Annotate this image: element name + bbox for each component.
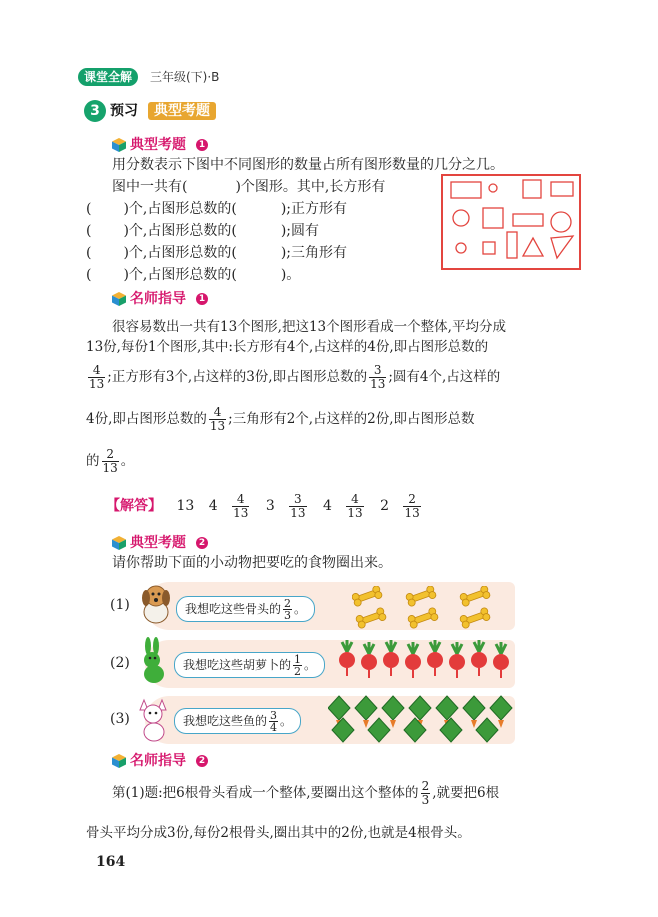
cube-icon — [112, 138, 126, 152]
answer-label: 【解答】 — [106, 498, 162, 514]
fraction: $\frac{1}{2}$ — [294, 653, 302, 678]
radish-icon — [405, 642, 421, 678]
bone-icon — [405, 586, 437, 607]
guide1-title: 名师指导 — [130, 291, 186, 307]
fish-icon — [490, 696, 512, 728]
guide1-line-5: 的 $\frac{2}{13}$ 。 — [86, 447, 135, 475]
fish-icon — [404, 718, 426, 742]
cube-icon — [112, 292, 126, 306]
fish-icon — [440, 718, 462, 742]
fraction: $\frac{3}{13}$ — [290, 491, 306, 520]
guide1-subtitle — [112, 290, 232, 308]
shapes-figure — [441, 174, 581, 270]
q2-prompt: 请你帮助下面的小动物把要吃的食物圈出来。 — [112, 555, 392, 571]
row-label: (2) — [110, 655, 130, 671]
fraction: $\frac{4}{13}$ — [209, 405, 226, 433]
answer-line: 【解答】 13 4 $\frac{4}{13}$ 3 $\frac{3}{13}$ 4 $\frac{4}{13}$ 2 $\frac{2}{13}$ — [106, 491, 420, 520]
cat-icon — [134, 694, 174, 744]
section-badge: 3 — [84, 100, 106, 122]
grade-label: 三年级(下)·B — [150, 70, 220, 84]
guide2-subtitle — [112, 752, 232, 770]
q1-title: 典型考题 — [130, 137, 186, 153]
radish-icon — [339, 640, 355, 676]
guide2-title: 名师指导 — [130, 753, 186, 769]
fraction: $\frac{2}{3}$ — [421, 779, 430, 807]
rabbit-icon — [134, 636, 174, 686]
q1-line-3: ( )个,占图形总数的( );圆有 — [86, 223, 320, 239]
guide1-number: 1 — [196, 293, 208, 305]
radish-icon — [361, 642, 377, 678]
cube-icon — [112, 536, 126, 550]
square-shape — [483, 242, 495, 254]
page-number: 164 — [96, 854, 126, 870]
fraction: $\frac{4}{13}$ — [89, 363, 105, 391]
radish-icon — [427, 640, 443, 676]
section-prefix: 预习 — [110, 103, 138, 119]
speech-bubble: 我想吃这些鱼的 $\frac{3}{4}$ 。 — [174, 708, 301, 734]
bone-icon — [355, 607, 387, 629]
rectangle-shape — [507, 232, 517, 258]
q1-line-4: ( )个,占图形总数的( );三角形有 — [86, 245, 348, 261]
circle-shape — [456, 243, 466, 253]
rectangle-shape — [513, 214, 543, 226]
guide2-line-2: 骨头平均分成3份,每份2根骨头,圈出其中的2份,也就是4根骨头。 — [86, 825, 471, 841]
q1-subtitle — [112, 136, 232, 154]
circle-shape — [489, 184, 497, 192]
cube-icon — [112, 754, 126, 768]
bone-icon — [407, 607, 439, 629]
q2-number: 2 — [196, 537, 208, 549]
triangle-shape — [551, 236, 573, 258]
q1-prompt: 用分数表示下图中不同图形的数量占所有图形数量的几分之几。 — [112, 157, 504, 173]
guide1-line-2: 13份,每份1个图形,其中:长方形有4个,占这样的4份,即占图形总数的 — [86, 339, 489, 355]
fraction: $\frac{3}{13}$ — [370, 363, 386, 391]
dog-icon — [136, 580, 176, 626]
fish-icon — [368, 718, 390, 742]
bones-group — [352, 586, 502, 630]
square-shape — [483, 208, 503, 228]
fraction: $\frac{4}{13}$ — [347, 491, 363, 520]
radish-icon — [383, 640, 399, 676]
guide2-number: 2 — [196, 755, 208, 767]
fraction: $\frac{2}{3}$ — [284, 597, 292, 622]
square-shape — [523, 180, 541, 198]
q1-line-5: ( )个,占图形总数的( )。 — [86, 267, 301, 283]
guide1-line-4: 4份,即占图形总数的 $\frac{4}{13}$ ;三角形有2个,占这样的2份,即占图形总数 — [86, 405, 475, 433]
circle-shape — [453, 210, 469, 226]
shapes-illustration — [443, 176, 579, 268]
q1-number: 1 — [196, 139, 208, 151]
rectangle-shape — [551, 182, 573, 196]
q1-line-1: 图中一共有( )个图形。其中,长方形有 — [112, 179, 386, 195]
circle-shape — [551, 212, 571, 232]
fraction: $\frac{4}{13}$ — [233, 491, 249, 520]
guide1-line-1: 很容易数出一共有13个图形,把这13个图形看成一个整体,平均分成 — [112, 319, 506, 335]
bone-icon — [459, 607, 491, 629]
q2-subtitle — [112, 534, 232, 552]
q2-title: 典型考题 — [130, 535, 186, 551]
q1-line-2: ( )个,占图形总数的( );正方形有 — [86, 201, 348, 217]
brand-tag: 课堂全解 — [78, 68, 138, 86]
fish-group — [328, 694, 514, 744]
guide1-line-3: $\frac{4}{13}$ ;正方形有3个,占这样的3份,即占图形总数的 $\frac{3}{13}$ ;圆有4个,占这样的 — [89, 363, 501, 391]
speech-bubble: 我想吃这些胡萝卜的 $\frac{1}{2}$ 。 — [174, 652, 325, 678]
speech-bubble: 我想吃这些骨头的 $\frac{2}{3}$ 。 — [176, 596, 315, 622]
fraction: $\frac{2}{13}$ — [102, 447, 118, 475]
fish-icon — [476, 718, 498, 742]
rectangle-shape — [451, 182, 481, 198]
radish-icon — [449, 642, 465, 678]
fraction: $\frac{2}{13}$ — [404, 491, 420, 520]
section-title: 典型考题 — [148, 102, 216, 120]
row-label: (3) — [110, 711, 130, 727]
fraction: $\frac{3}{4}$ — [270, 709, 278, 734]
radish-icon — [471, 640, 487, 676]
bone-icon — [352, 586, 383, 607]
guide2-line-1: 第(1)题:把6根骨头看成一个整体,要圈出这个整体的 $\frac{2}{3}$ ,就要把6根 — [112, 779, 500, 807]
bone-icon — [459, 586, 491, 607]
radishes-group — [338, 640, 514, 686]
row-label: (1) — [110, 597, 130, 613]
triangle-shape — [523, 238, 543, 256]
radish-icon — [493, 642, 509, 678]
fish-icon — [332, 718, 354, 742]
fish-icon — [382, 696, 404, 728]
